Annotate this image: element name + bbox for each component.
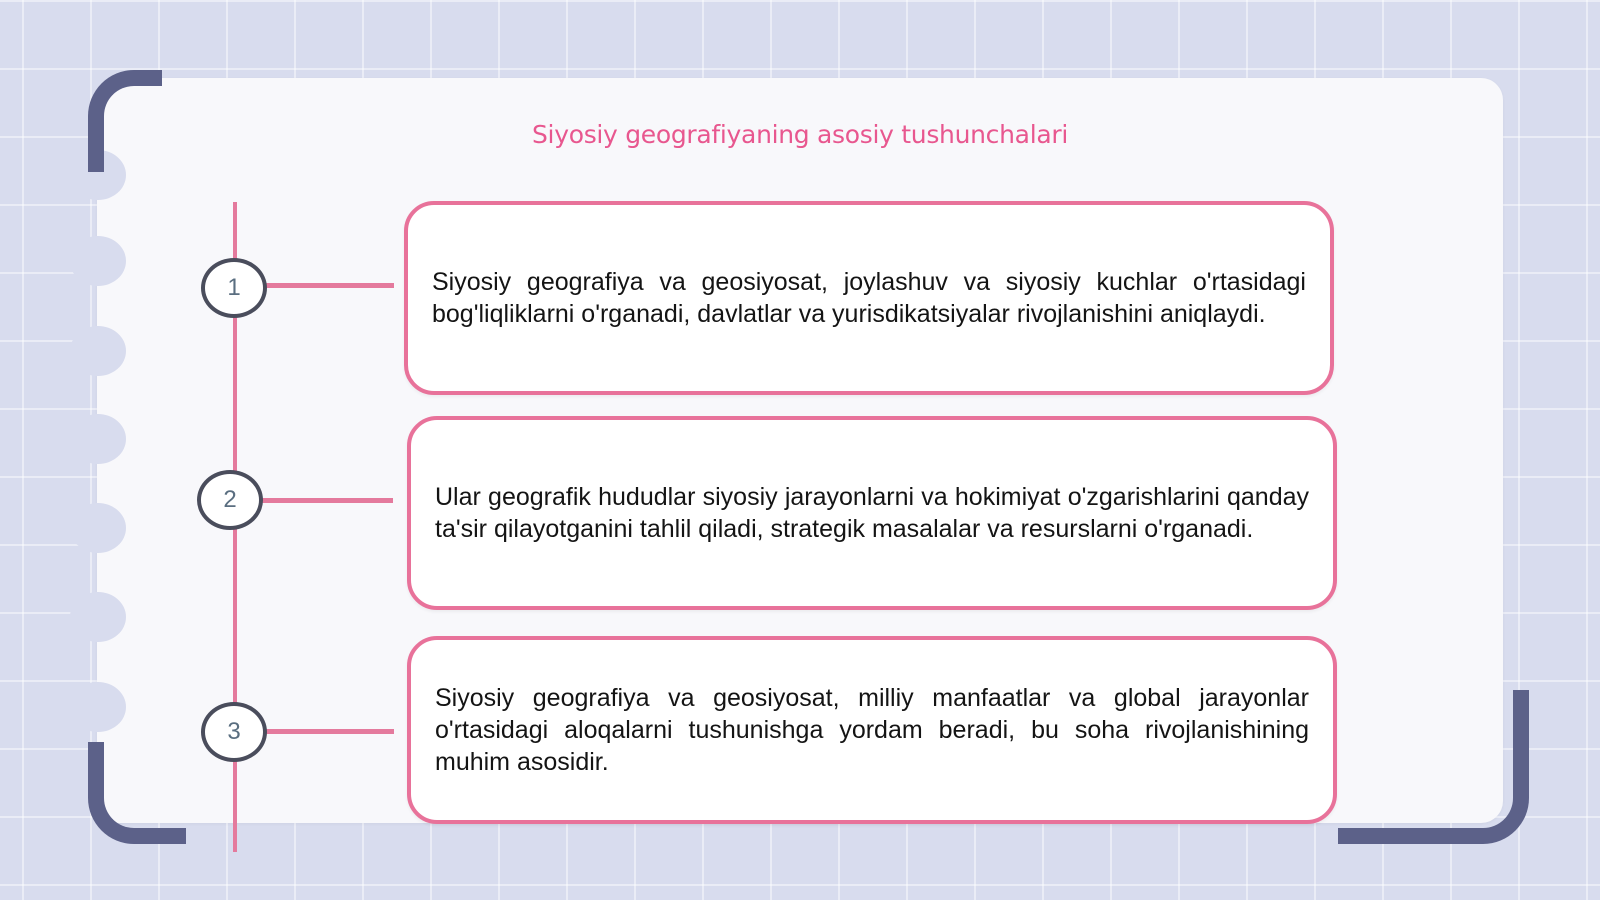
step-3-card bbox=[407, 636, 1337, 824]
step-1-connector bbox=[266, 283, 394, 288]
slide-title: Siyosiy geografiyaning asosiy tushunchalari bbox=[531, 120, 1068, 149]
card-edge-scallop bbox=[70, 503, 126, 553]
step-3-connector bbox=[266, 729, 394, 734]
card-edge-scallop bbox=[70, 592, 126, 642]
step-2-connector bbox=[262, 498, 393, 503]
step-2-text: Ular geografik hududlar siyosiy jarayonlarni va hokimiyat o'zgarishlarini qanday ta'sir qilayotganini tahlil qiladi, strategik masalalar va resurslarni o'rganadi. bbox=[435, 483, 1309, 543]
card-edge-scallop bbox=[70, 236, 126, 286]
step-3-number: 3 bbox=[227, 718, 241, 745]
frame-corner-bottom-right bbox=[1338, 690, 1529, 844]
step-1-number: 1 bbox=[227, 274, 241, 301]
frame-corner-bottom-left bbox=[88, 742, 186, 844]
step-1-text: Siyosiy geografiya va geosiyosat, joylashuv va siyosiy kuchlar o'rtasidagi bog'liqliklarni o'rganadi, davlatlar va yurisdikatsiyalar rivojlanishini aniqlaydi. bbox=[432, 268, 1306, 328]
step-1-card bbox=[404, 201, 1334, 395]
card-edge-scallop bbox=[70, 414, 126, 464]
step-1-number-badge bbox=[201, 258, 267, 318]
step-2-card bbox=[407, 416, 1337, 610]
card-edge-scallop bbox=[70, 326, 126, 376]
card-edge-scallop bbox=[70, 682, 126, 732]
step-2-number-badge bbox=[197, 470, 263, 530]
frame-corner-top-left bbox=[88, 70, 162, 172]
step-3-text: Siyosiy geografiya va geosiyosat, milliy manfaatlar va global jarayonlar o'rtasidagi aloqalarni tushunishga yordam beradi, bu soha rivojlanishining muhim asosidir. bbox=[435, 684, 1309, 776]
step-3-number-badge bbox=[201, 702, 267, 762]
step-2-number: 2 bbox=[223, 486, 237, 513]
